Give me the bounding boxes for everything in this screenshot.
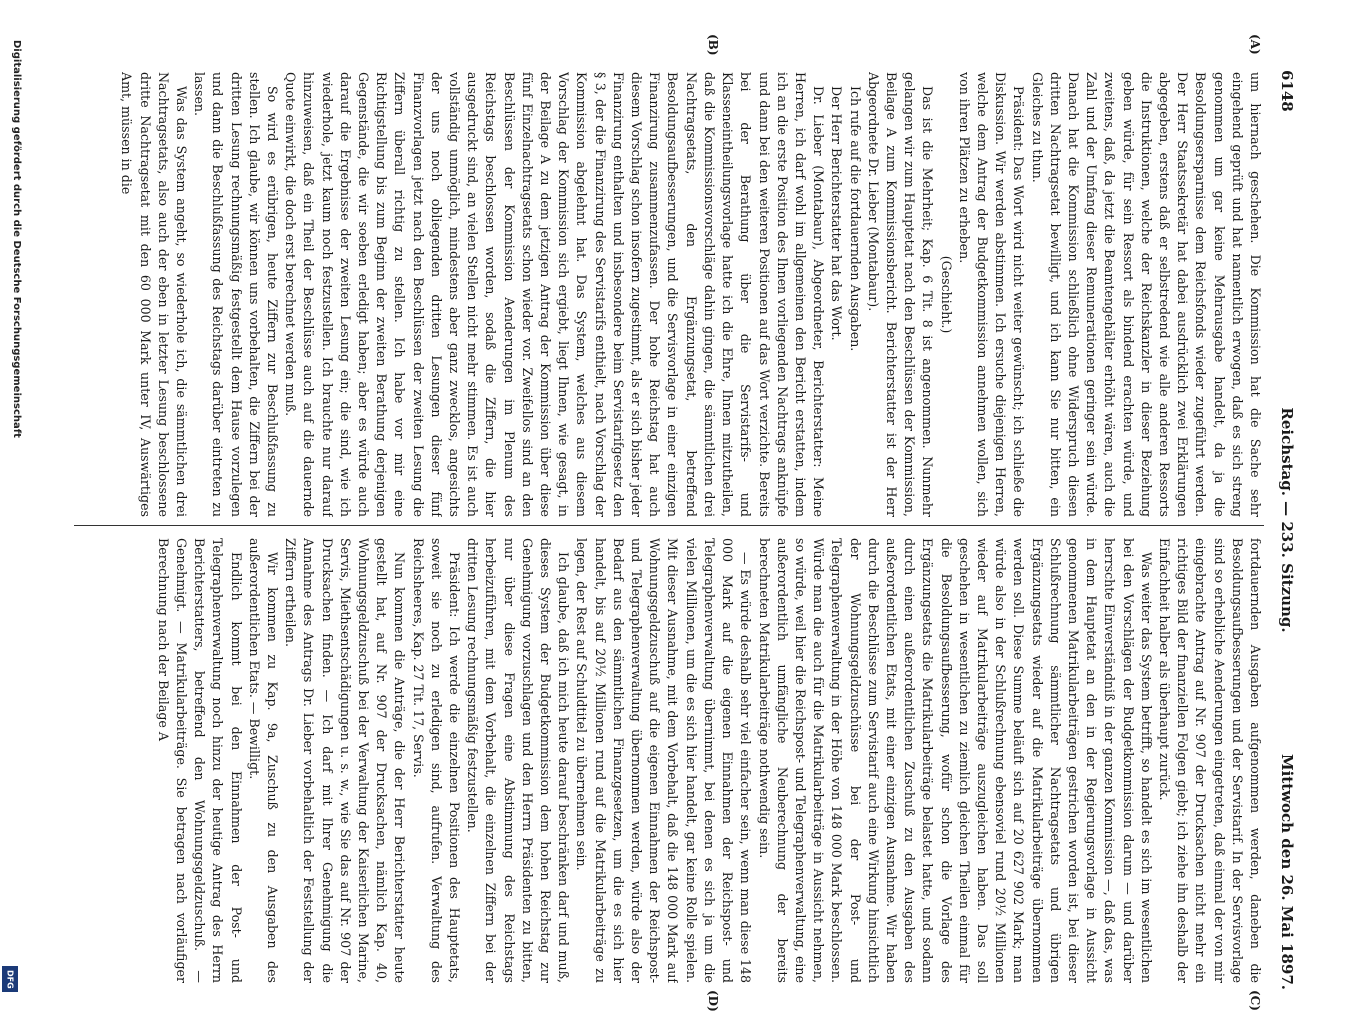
paragraph: — Es würde deshalb sehr viel einfacher sein, wenn man diese 148 000 Mark auf die eigenen Einnahmen der Reichspost- und Telegraphenverwaltung übernimmt, bei denen es sich ja um die vielen Millionen, um die es sich hier handelt, gar keine Rolle spielen. Mit dieser Ausnahme, mit dem Vorbehalt, daß die 148 000 Mark auf Wohnungsgeldzuschuß auf die eigenen Einnahmen der Reichspost- und Telegraphenverwaltung übernommen werden, würde also der Bedarf aus den sämmtlichen Finanzgesetzen, um die es sich hier handelt, bis auf 20½ Millionen rund auf die Matrikularbeiträge zu legen, der Rest auf Schuldtitel zu übernehmen sein. — [574, 538, 754, 983]
paragraph: Was das System angeht, so wiederhole ich, die sämmtlichen drei Nachtragsetats, also auch der eben in letzter Lesung beschlossene dritte Nachtragsetat mit den 60 000 Mark unter IV, Auswärtiges Amt, müssen in die — [119, 72, 190, 517]
paragraph: Endlich kommt bei den Einnahmen der Post- und Telegraphenverwaltung noch hinzu der heutige Antrag des Herrn Berichterstatters, betreffend den Wohnungsgeldzuschuß. — Genehmigt. — Matrikularbeiträge. Sie betragen nach vorläufiger Berechnung nach der Beilage A — [155, 538, 244, 983]
paragraph: Wir kommen zu Kap. 9a, Zuschuß zu den Ausgaben des außerordentlichen Etats. — Bewilligt. — [246, 538, 281, 983]
running-title: Reichstag. — 233. Sitzung. — [1278, 407, 1296, 633]
paragraph: Dr. Lieber (Montabaur), Abgeordneter, Berichterstatter: Meine Herren, ich darf wohl im allgemeinen den Bericht erstatten, indem ich an die erste Position des Ihnen vorliegenden Nachtrags anknüpfe und dann bei den weiteren Positionen auf das Wort verzichte. Bereits bei der Berathung über die Servistarifs- und Klasseneintheilungsvorlage hatte ich die Ehre, Ihnen mitzutheilen, daß die Kommissionsvorschläge dahin gingen, die sämmtlichen drei Nachtragsetats, den Ergänzungsetat, betreffend Besoldungsaufbesserungen, und die Servisvorlage in einer einzigen Finanzirung zusammenzufassen. Der hohe Reichstag hat auch diesem Vorschlag schon insofern zugestimmt, als er sich bisher jeder Finanzirung enthalten und insbesondere beim Servistarifgesetz den § 3, der die Finanzirung des Servistarifs enthielt, nach Vorschlag der Kommission abgelehnt hat. Das System, welches aus diesem Vorschlag der Kommission sich ergiebt, liegt Ihnen, wie gesagt, in der Beilage A zu dem jetzigen Antrag der Kommission über diese fünf Einzelnachtragsetats schon wieder vor. Zweifellos sind an den Beschlüssen der Kommission Aenderungen im Plenum des Reichstags beschlossen worden, sodaß die Ziffern, die hier ausgedruckt sind, an vielen Stellen nicht mehr stimmen. Es ist auch vollständig unmöglich, mindestens aber ganz zwecklos, angesichts der uns noch obliegenden dritten Lesungen dieser fünf Finanzvorlagen jetzt nach den Beschlüssen der zweiten Lesung die Ziffern überall richtig zu stellen. Ich habe vor mir eine Richtigstellung bis zum Beginn der zweiten Berathung derjenigen Gegenstände, die wir soeben erledigt haben; aber es würde auch darauf die Ergebnisse der zweiten Lesung ein; die sind, wie ich wiederhole, jetzt kaum noch festzustellen. Ich brauchte nur darauf hinzuweisen, daß ein Theil der Beschlüsse auch auf die dauernde Quote einwirkt, die doch erst berechnet werden muß. — [283, 72, 827, 517]
page-number: 6148 — [1278, 70, 1296, 112]
paragraph: Der Herr Berichterstatter hat das Wort. — [829, 86, 845, 341]
paragraph: Ich rufe auf die fortdauernden Ausgaben. — [847, 86, 863, 352]
paragraph: So wird es erübrigen, heute Ziffern zur Beschlußfassung zu stellen. Ich glaube, wir können uns vorbehalten, die Ziffern bei der dritten Lesung rechnungsmäßig festgestellt dem Hause vorzulegen und dann die Beschlußfassung des Reichstags darüber eintreten zu lassen. — [192, 72, 281, 517]
paragraph: Ich glaube, daß ich mich heute darauf beschränken darf und muß, dieses System der Budgetkommission dem hohen Reichstag zur Genehmigung vorzuschlagen und den Herrn Präsidenten zu bitten, nur über diese Fragen eine Abstimmung des Reichstags herbeizuführen, mit dem Vorbehalt, die einzelnen Ziffern bei der dritten Lesung rechnungsmäßig festzustellen. — [465, 538, 572, 983]
issue-date: Mittwoch den 26. Mai 1897. — [1278, 753, 1296, 990]
funding-credit: Digitalisierung gefördert durch die Deutsche Forschungsgemeinschaft — [11, 40, 22, 438]
paragraph: (Geschieht.) — [938, 255, 954, 334]
digitization-footer — [4, 40, 26, 990]
paragraph: Nun kommen die Anträge, die der Herr Berichterstatter heute gestellt hat, auf Nr. 907 der Drucksachen, nämlich Kap. 40, Wohnungsgeldzuschuß bei der Verwaltung der Kaiserlichen Marine, Servis, Miethsentschädigungen u. s. w., wie Sie das auf Nr. 907 der Drucksachen finden. — Ich darf mit Ihrer Genehmigung die Annahme des Antrags Dr. Lieber vorbehaltlich der Feststellung der Ziffern ertheilen. — [283, 538, 408, 983]
left-column — [74, 72, 1264, 517]
paragraph: fortdauernden Ausgaben aufgenommen werden, daneben die Besoldungsaufbesserungen und der Servistarif. In der Servisvorlage sind so erhebliche Aenderungen eingetreten, daß einmal der von mir eingebrachte Antrag auf Nr. 907 der Drucksachen nicht mehr ein richtiges Bild der finanziellen Folgen giebt; ich ziehe ihn deshalb der Einfachheit halber als überhaupt zurück. — [1156, 538, 1263, 983]
paragraph: Präsident: Das Wort wird nicht weiter gewünscht; ich schließe die Diskussion. Wir werden abstimmen. Ich ersuche diejenigen Herren, welche dem Antrag der Budgetkommission annehmen wollen, sich von ihren Plätzen zu erheben. — [956, 72, 1027, 517]
paragraph: Das ist die Mehrheit; Kap. 6 Tit. 8 ist angenommen. Nunmehr gelangen wir zum Hauptetat nach den Beschlüssen der Kommission, Beilage A zum Kommissionsbericht. Berichterstatter ist der Herr Abgeordnete Dr. Lieber (Montabaur). — [865, 72, 936, 517]
document-page — [60, 34, 1300, 1012]
margin-marker-b: (B) — [706, 34, 720, 56]
paragraph: Präsident: Ich werde die einzelnen Positionen des Hauptetats, soweit sie noch zu erledigen sind, aufrufen. Verwaltung des Reichsheeres, Kap. 27 Tit. 17, Servis. — [410, 538, 463, 983]
right-column — [74, 538, 1264, 983]
margin-marker-c: (C) — [1248, 990, 1262, 1011]
paragraph: Was weiter das System betrifft, so handelt es sich im wesentlichen bei den Vorschlägen der Budgetkommission darum — und darüber herrschte Einverständniß in der ganzen Kommission —, daß das, was in dem Hauptetat an den in der Regierungsvorlage in Aussicht genommenen Matrikularbeiträgen gestrichen worden ist, bei dieser Schlußrechnung sämmtlicher Nachtragsetats und übrigen Ergänzungsetats wieder auf die Matrikularbeiträge übernommen werden soll. Diese Summe beläuft sich auf 20 627 902 Mark; man würde also in der Schlußrechnung ebensoviel rund 20½ Millionen wieder auf Matrikularbeiträge auszugleichen haben. Das soll geschehen in wesentlichen zu ziemlich gleichen Theilen einmal für die Besoldungsaufbesserung, wofür schon die Vorlage des Ergänzungsetats die Matrikularbeiträge belastet hatte, und sodann durch einen außerordentlichen Zuschuß zu den Ausgaben des außerordentlichen Etats, mit einer einzigen Ausnahme. Wir haben durch die Beschlüsse zum Servistarif auch eine Wirkung hinsichtlich der Wohnungsgeldzuschüsse bei der Post- und Telegraphenverwaltung in der Höhe von 148 000 Mark beschlossen. Würde man die auch für die Matrikularbeiträge in Aussicht nehmen, so würde, weil hier die Reichspost- und Telegraphenverwaltung, eine außerordentlich umfängliche Neuberechnung der bereits berechneten Matrikularbeiträge nothwendig sein. — [756, 538, 1154, 983]
column-divider — [74, 525, 1264, 526]
margin-marker-d: (D) — [706, 990, 720, 1012]
margin-marker-a: (A) — [1248, 34, 1262, 55]
paragraph: um hiernach geschehen. Die Kommission hat die Sache sehr eingehend geprüft und hat namentlich erwogen, daß es sich streng genommen um gar keine Mehrausgabe handelt, da ja die Besoldungsersparnisse dem Reichsfonds wieder zugeführt werden. Der Herr Staatssekretär hat dabei ausdrücklich zwei Erklärungen abgegeben, erstens daß er selbstredend wie alle anderen Ressorts die Instruktionen, welche der Reichskanzler in dieser Beziehung geben würde, für sein Ressort als bindend erachten würde, und zweitens, daß, da jetzt die Beamtengehälter erhöht wären, auch die Zahl und der Umfang dieser Remunerationen geringer sein würde. Danach hat die Kommission schließlich ohne Widerspruch diesen dritten Nachtragsetat bewilligt, und ich kann Sie nur bitten, ein Gleiches zu thun. — [1029, 72, 1263, 517]
page-header — [1270, 60, 1300, 1000]
dfg-logo: DFG — [2, 966, 18, 992]
